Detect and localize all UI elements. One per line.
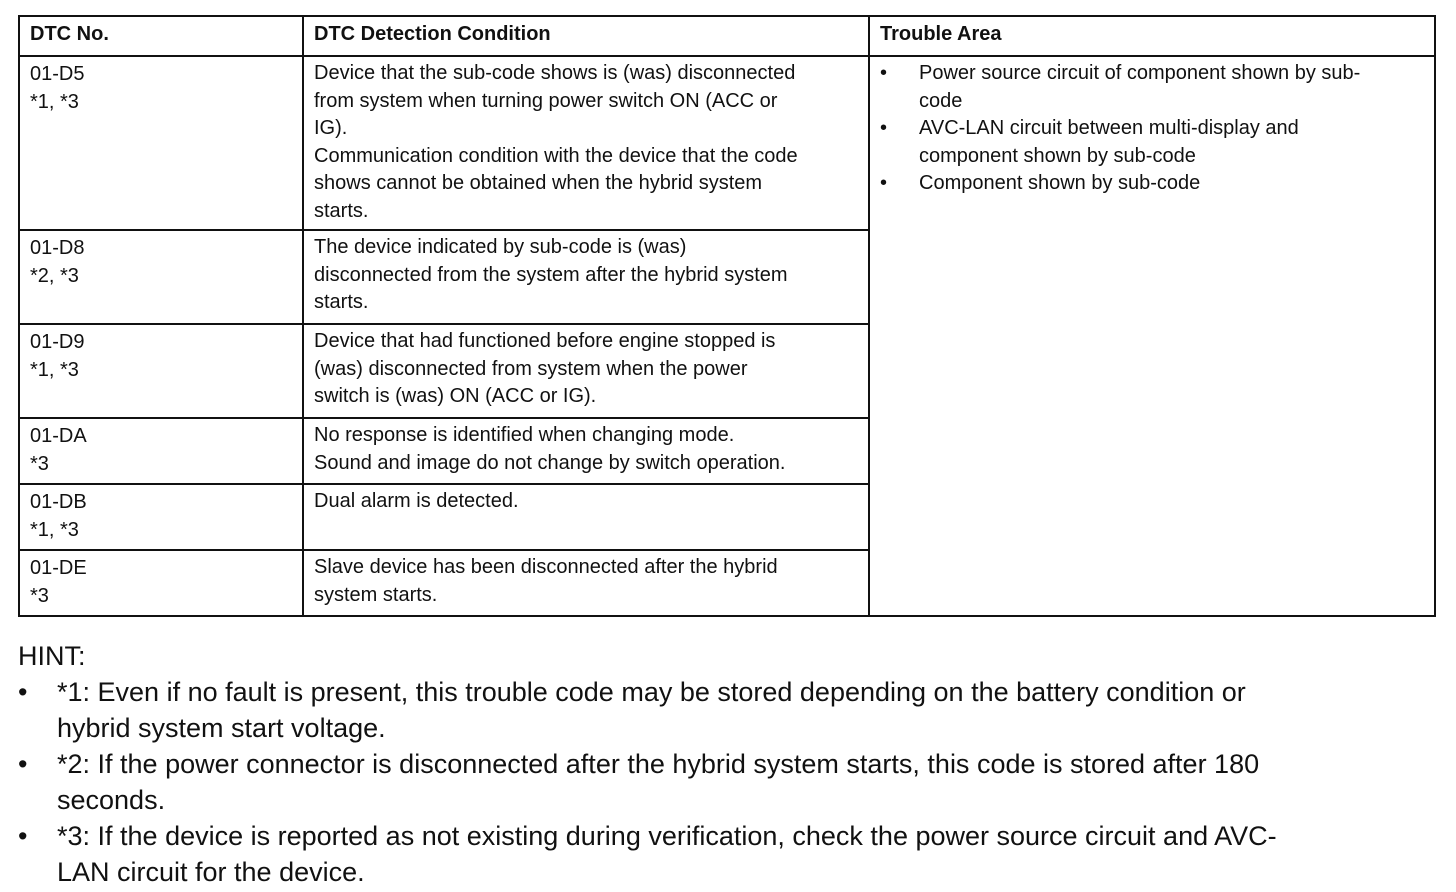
trouble-area-cell [869, 56, 1435, 616]
header-trouble-area: Trouble Area [869, 16, 1435, 56]
condition-line: Communication condition with the device that the code [314, 144, 798, 167]
condition-line: (was) disconnected from system when the power [314, 357, 748, 380]
hint-line: LAN circuit for the device. [57, 857, 365, 887]
list-item [18, 818, 1438, 890]
dtc-code: 01-DA [30, 425, 87, 447]
list-item [880, 60, 1424, 115]
condition-line: starts. [314, 291, 369, 313]
dtc-table [18, 15, 1436, 617]
hint-section [18, 638, 1438, 890]
condition-line: Sound and image do not change by switch operation. [314, 451, 786, 474]
condition-cell [303, 550, 869, 616]
bullet-icon: • [18, 677, 28, 707]
trouble-area-line: Component shown by sub-code [919, 172, 1201, 194]
dtc-notes: *2, *3 [30, 264, 79, 287]
trouble-area-line: code [919, 89, 963, 112]
dtc-code-cell [19, 56, 303, 230]
dtc-code-cell [19, 550, 303, 616]
condition-line: Device that had functioned before engine stopped is [314, 330, 776, 352]
list-item [18, 746, 1438, 818]
dtc-code: 01-DE [30, 557, 87, 579]
dtc-code: 01-D5 [30, 63, 85, 85]
bullet-icon: • [18, 821, 28, 851]
dtc-code-cell [19, 484, 303, 550]
trouble-area-line: AVC-LAN circuit between multi-display and [919, 117, 1299, 139]
bullet-icon: • [880, 117, 888, 139]
condition-cell [303, 484, 869, 550]
hint-line: hybrid system start voltage. [57, 713, 386, 743]
dtc-code: 01-DB [30, 491, 87, 513]
condition-line: from system when turning power switch ON (ACC or [314, 89, 778, 112]
table-header-row [19, 16, 1435, 56]
dtc-code-cell [19, 418, 303, 484]
trouble-area-line: Power source circuit of component shown by sub- [919, 62, 1361, 84]
hint-line: *3: If the device is reported as not existing during verification, check the power source circuit and AVC- [57, 821, 1277, 851]
bullet-icon: • [18, 749, 28, 779]
hint-list [18, 674, 1438, 890]
dtc-notes: *1, *3 [30, 358, 79, 381]
dtc-notes: *3 [30, 452, 49, 475]
condition-line: No response is identified when changing mode. [314, 424, 735, 446]
dtc-code-cell [19, 324, 303, 418]
condition-line: switch is (was) ON (ACC or IG). [314, 385, 597, 407]
condition-line: IG). [314, 117, 348, 139]
condition-line: Device that the sub-code shows is (was) disconnected [314, 62, 796, 84]
list-item [18, 674, 1438, 746]
condition-cell [303, 418, 869, 484]
hint-line: seconds. [57, 785, 166, 815]
condition-line: disconnected from the system after the hybrid system [314, 263, 788, 286]
hint-title: HINT: [18, 641, 86, 671]
dtc-notes: *1, *3 [30, 518, 79, 541]
condition-line: starts. [314, 199, 369, 222]
condition-cell [303, 230, 869, 324]
bullet-icon: • [880, 172, 888, 194]
condition-line: system starts. [314, 583, 438, 606]
list-item [880, 170, 1424, 198]
bullet-icon: • [880, 62, 888, 84]
header-dtc-no: DTC No. [19, 16, 303, 56]
list-item [880, 115, 1424, 170]
table-row [19, 56, 1435, 230]
header-detection-condition: DTC Detection Condition [303, 16, 869, 56]
condition-line: Dual alarm is detected. [314, 490, 519, 512]
trouble-area-line: component shown by sub-code [919, 144, 1196, 167]
trouble-area-list [880, 60, 1424, 198]
dtc-code: 01-D9 [30, 331, 85, 353]
condition-cell [303, 56, 869, 230]
hint-line: *1: Even if no fault is present, this trouble code may be stored depending on the battery condition or [57, 677, 1246, 707]
condition-line: The device indicated by sub-code is (was) [314, 236, 687, 258]
dtc-notes: *1, *3 [30, 90, 79, 113]
condition-line: shows cannot be obtained when the hybrid system [314, 172, 763, 194]
dtc-code-cell [19, 230, 303, 324]
condition-line: Slave device has been disconnected after the hybrid [314, 556, 778, 578]
hint-line: *2: If the power connector is disconnected after the hybrid system starts, this code is stored after 180 [57, 749, 1260, 779]
dtc-notes: *3 [30, 584, 49, 607]
dtc-code: 01-D8 [30, 237, 85, 259]
condition-cell [303, 324, 869, 418]
